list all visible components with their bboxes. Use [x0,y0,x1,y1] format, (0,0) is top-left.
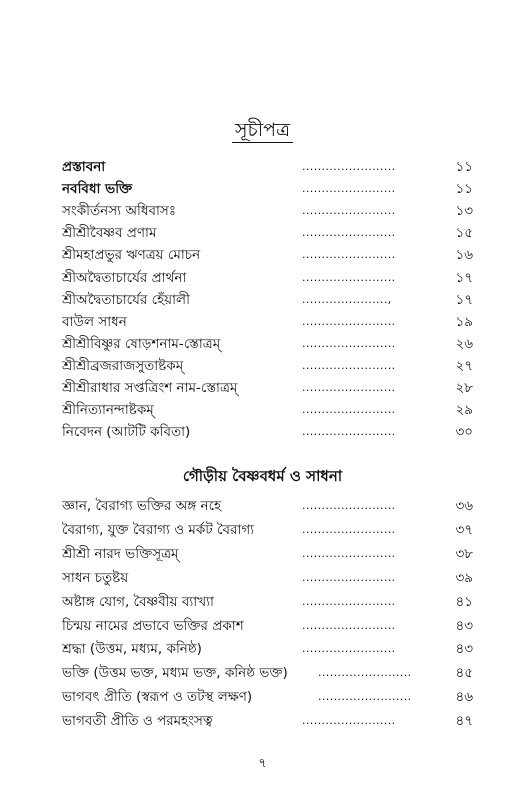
toc-entry-title: শ্রীনিত্যানন্দাষ্টকম্ [62,402,154,419]
toc-leader-dots: ........................ [302,204,396,218]
toc-entry-title: সাধন চতুষ্টয় [62,569,129,586]
toc-entry-page: ২৮ [455,380,473,396]
toc-entry [0,544,525,564]
toc-leader-dots: ........................ [302,618,396,632]
toc-entry [0,639,525,659]
toc-entry-page: ২৯ [455,402,473,419]
toc-entry [0,687,525,707]
page-title-text: সূচীপত্র [232,119,293,143]
toc-entry-title: শ্রীশ্রীবিষ্ণুর ষোড়শনাম-স্তোত্রম্ [62,335,221,352]
toc-entry-page: ১৭ [455,269,473,286]
toc-leader-dots: ........................ [302,160,396,173]
toc-entry-page: ৪৩ [455,617,473,634]
toc-entry-title: ভাগবৎ প্রীতি (স্বরূপ ও তটস্থ লক্ষণ) [62,689,253,706]
toc-leader-dots: ........................ [302,522,396,536]
toc-entry-page: ১৭ [455,291,473,308]
toc-leader-dots: ........................ [318,666,412,680]
toc-entry-page: ৪৬ [455,689,473,706]
toc-entry-page: ১৫ [455,225,473,242]
toc-leader-dots: ........................ [302,270,396,284]
toc-entry [0,245,525,265]
toc-leader-dots: ........................ [302,546,396,560]
toc-entry-title: শ্রীমহাপ্রভুর ঋণত্রয় মোচন [62,247,201,264]
toc-leader-dots: ........................ [302,594,396,608]
toc-entry [0,400,525,420]
toc-leader-dots: ......................, [302,292,392,306]
toc-entry-page: ৩৮ [455,545,473,562]
toc-entry-title: শ্রদ্ধা (উত্তম, মধ্যম, কনিষ্ঠ) [62,641,202,658]
toc-leader-dots: ........................ [302,314,396,328]
toc-entry [0,334,525,354]
toc-entry-title: শ্রীশ্রীরাধার সপ্তত্রিংশ নাম-স্তোত্রম্ [62,380,238,396]
toc-entry-title: ভক্তি (উত্তম ভক্ত, মধ্যম ভক্ত, কনিষ্ঠ ভক্ত) [62,665,288,682]
toc-entry [0,616,525,636]
toc-entry-title: সংকীর্তনস্য অধিবাসঃ [62,203,177,220]
toc-entry-page: ৩৬ [455,498,473,514]
toc-entry [0,520,525,540]
toc-entry-title: অষ্টাঙ্গ যোগ, বৈষ্ণবীয় ব্যাখ্যা [62,593,214,610]
toc-entry-title: ভাগবতী প্রীতি ও পরমহংসত্ব [62,713,213,730]
toc-entry [0,157,525,177]
toc-entry-page: ১৬ [455,247,473,264]
toc-entry [0,356,525,376]
toc-leader-dots: ........................ [302,358,396,372]
toc-entry [0,711,525,731]
toc-entry-title: বৈরাগ্য, যুক্ত বৈরাগ্য ও মর্কট বৈরাগ্য [62,521,255,538]
toc-entry-page: ১৯ [455,313,473,330]
toc-entry [0,223,525,243]
toc-entry-title: প্রস্তাবনা [62,159,106,175]
toc-entry [0,201,525,221]
toc-entry-title: শ্রীশ্রীবৈষ্ণব প্রণাম [62,225,157,242]
toc-leader-dots: ........................ [302,182,396,196]
toc-entry-page: ৪৫ [455,665,473,682]
toc-entry-page: ৪৭ [455,713,473,730]
toc-leader-dots: ........................ [302,248,396,262]
toc-leader-dots: ........................ [302,403,396,417]
toc-entry [0,179,525,199]
toc-entry-page: ২৬ [455,335,473,352]
toc-entry [0,422,525,442]
toc-entry-page: ২৭ [455,357,473,374]
toc-entry-title: শ্রীঅদ্বৈতাচার্যের প্রার্থনা [62,269,187,286]
toc-leader-dots: ........................ [302,336,396,350]
toc-entry-title: বাউল সাধন [62,313,127,330]
toc-entry-title: শ্রীঅদ্বৈতাচার্যের হেঁয়ালী [62,291,190,308]
toc-entry [0,312,525,332]
toc-entry [0,568,525,588]
toc-leader-dots: ........................ [302,425,396,439]
toc-leader-dots: ........................ [302,570,396,584]
toc-entry-page: ৩৭ [455,521,473,538]
page-number: ৭ [258,756,267,771]
toc-entry-page: ১৩ [455,203,473,220]
toc-leader-dots: ........................ [302,714,396,728]
toc-entry-title: জ্ঞান, বৈরাগ্য ভক্তির অঙ্গ নহে [62,498,222,514]
toc-entry-title: শ্রীশ্রী নারদ ভক্তিসূত্রম্ [62,545,179,562]
toc-entry-page: ৪৩ [455,641,473,658]
toc-entry-title: চিন্ময় নামের প্রভাবে ভক্তির প্রকাশ [62,617,244,634]
toc-entry [0,496,525,516]
toc-entry [0,592,525,612]
toc-entry-title: শ্রীশ্রীব্রজরাজসুতাষ্টকম্ [62,357,184,374]
toc-entry [0,378,525,398]
toc-entry [0,290,525,310]
toc-entry-page: ৩০ [455,424,473,441]
toc-entry [0,268,525,288]
toc-entry-page: ১১ [455,181,473,198]
toc-leader-dots: ........................ [302,499,396,512]
toc-entry-title: নববিধা ভক্তি [62,181,133,198]
toc-leader-dots: ........................ [302,226,396,240]
toc-entry [0,663,525,683]
toc-leader-dots: ........................ [318,690,412,704]
toc-entry-page: ৩৯ [455,569,473,586]
toc-leader-dots: ........................ [302,381,396,394]
toc-entry-page: ৪১ [455,593,473,610]
toc-leader-dots: ........................ [302,642,396,656]
toc-entry-title: নিবেদন (আটটি কবিতা) [62,424,191,441]
toc-entry-page: ১১ [455,159,473,175]
section-heading: গৌড়ীয় বৈষ্ণবধর্ম ও সাধনা [182,467,343,485]
